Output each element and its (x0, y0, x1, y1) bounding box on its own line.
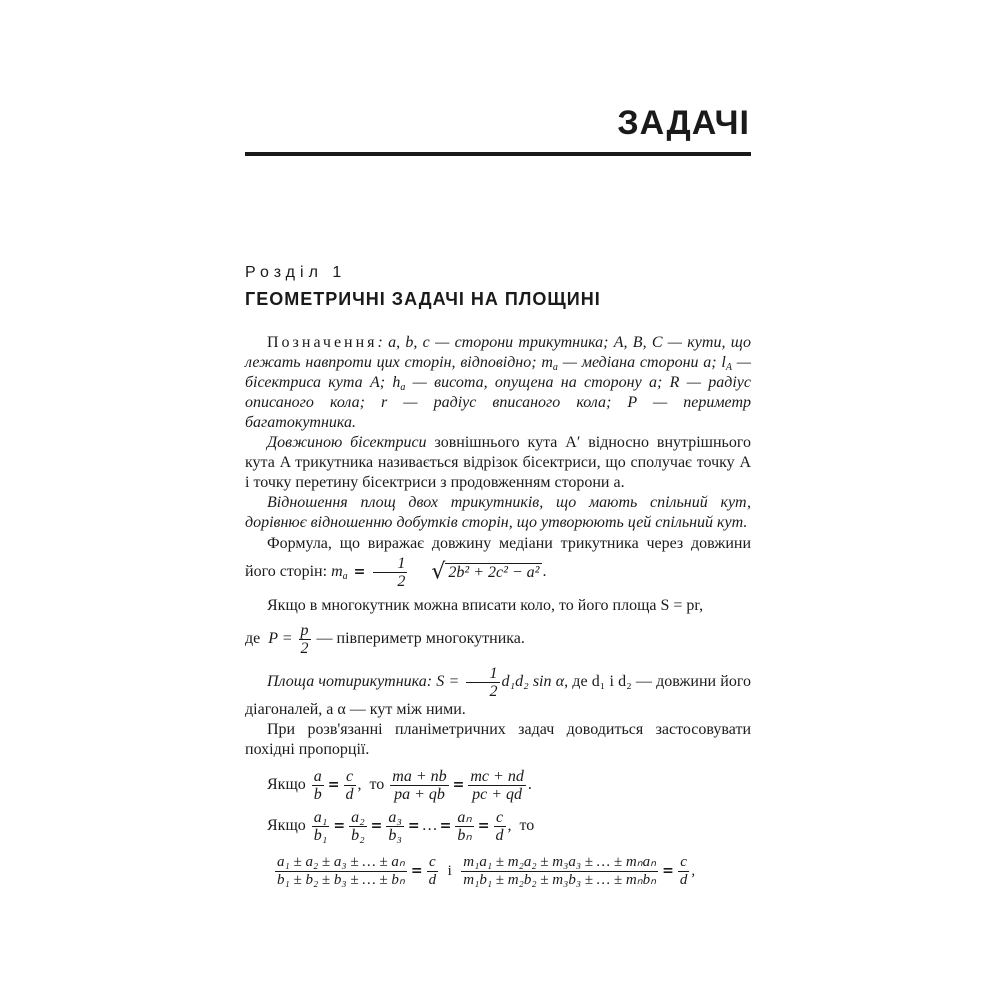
inscribed-paragraph (245, 596, 751, 616)
notation-text-3: — бісектриса кута A; h (245, 354, 752, 391)
quad-area-paragraph: Площа чотирикутника: S = $\frac{1}{2}$ d₁d₂ sin α, де d₁ і d₂ — довжини його діагоналей, а α — кут між ними. (245, 665, 752, 718)
proportions-intro: При розв'язанні планіметричних задач доводиться застосовувати похідні пропорції. (245, 721, 751, 758)
quad-term: Площа чотирикутника (267, 673, 427, 691)
semiperimeter-fraction: $\frac{p}{2}$ (300, 622, 309, 657)
median-paragraph: Формула, що виражає довжину медіани трикутника через довжини його сторін: $m_a$ = $\frac{1}{2}$ √ 2b² + 2c² − a² . (245, 535, 751, 590)
bisector-term: Довжиною бісектриси (267, 434, 427, 451)
ratio-statement: Відношення площ двох трикутників, що мають спільний кут, дорівнює відношенню добутків сторін, що утворюють цей спільний кут. (245, 494, 751, 531)
heading-rule (245, 152, 751, 156)
notation-paragraph: Позначення: a, b, c — сторони трикутника; A, B, C — кути, що лежать навпроти цих сторін, відповідно; $m_a$ — медіана сторони a; $l_A$ — бісектриса кута A; $h_a$ — висота, опущена на сторону a; R — радіус описаного кола; r — радіус вписаного кола; P — периметр багатокутника. (245, 334, 752, 431)
quad-half-fraction: $\frac{1}{2}$ (466, 665, 500, 700)
section-title: ГЕОМЕТРИЧНІ ЗАДАЧІ НА ПЛОЩИНІ (245, 289, 601, 309)
chapter-heading: ЗАДАЧІ (617, 104, 750, 142)
notation-text-4: — висота, опущена на сторону a; R — радіус описаного кола; r — радіус вписаного кола; P — периметр багатокутника. (245, 374, 751, 431)
inscribed-text: Якщо в многокутник можна вписати коло, то його площа S = pr, (267, 597, 704, 614)
quad-tail: де d₁ і d₂ — довжини його діагоналей, а α — кут між ними. (245, 673, 752, 718)
semiperimeter-line: де P = $\frac{p}{2}$ — півпериметр многокутника. (245, 622, 525, 657)
notation-label: Позначення (267, 334, 378, 351)
median-text: Формула, що виражає довжину медіани трикутника через довжини його сторін: (245, 535, 751, 581)
notation-text-2: — медіана сторони a; l (557, 354, 726, 371)
median-half-fraction: $\frac{1}{2}$ (373, 555, 407, 590)
proportion-line-2: Якщо $\frac{\text{a₁}}{\text{b₁}}$ = $\frac{\text{a₂}}{\text{b₂}}$ = $\frac{\text{a₃}}{\text{b₃}}$ = … = $\frac{\text{aₙ}}{\text{bₙ}}$ = $\frac{c}{d}$ , то (267, 809, 535, 844)
proportion-line-1: Якщо $\frac{a}{b}$ = $\frac{c}{d}$ , то $\frac{ma + nb}{pa + qb}$ = $\frac{mc + nd}{pc + qd}$ . (267, 768, 532, 803)
bisector-paragraph (245, 433, 751, 493)
body-text (245, 333, 751, 889)
bisector-text: зовнішнього кута A′ відносно внутрішнього кута A трикутника називається відрізок бісектриси, що сполучає точку A і точку перетину бісектриси з продовженням сторони a. (245, 434, 752, 491)
median-sqrt: √ 2b² + 2c² − a² (409, 561, 542, 583)
median-lhs: m (331, 563, 343, 581)
proportion-line-3: $\frac{\text{a₁ ± a₂ ± a₃ ± … ± aₙ}}{\text{b₁ ± b₂ ± b₃ ± … ± bₙ}}$ = $\frac{c}{d}$ і $\frac{\text{m₁a₁ ± m₂a₂ ± m₃a₃ ± … ± mₙaₙ}}{\text{m₁b₁ ± m₂b₂ ± m₃b₃ ± … ± mₙbₙ}}$ = $\frac{c}{d}$ , (277, 854, 696, 888)
notation-text: : a, b, c — сторони трикутника; A, B, C — кути, що лежать навпроти цих сторін, відповідно; m (245, 334, 751, 371)
section-label: Розділ 1 (245, 264, 347, 281)
